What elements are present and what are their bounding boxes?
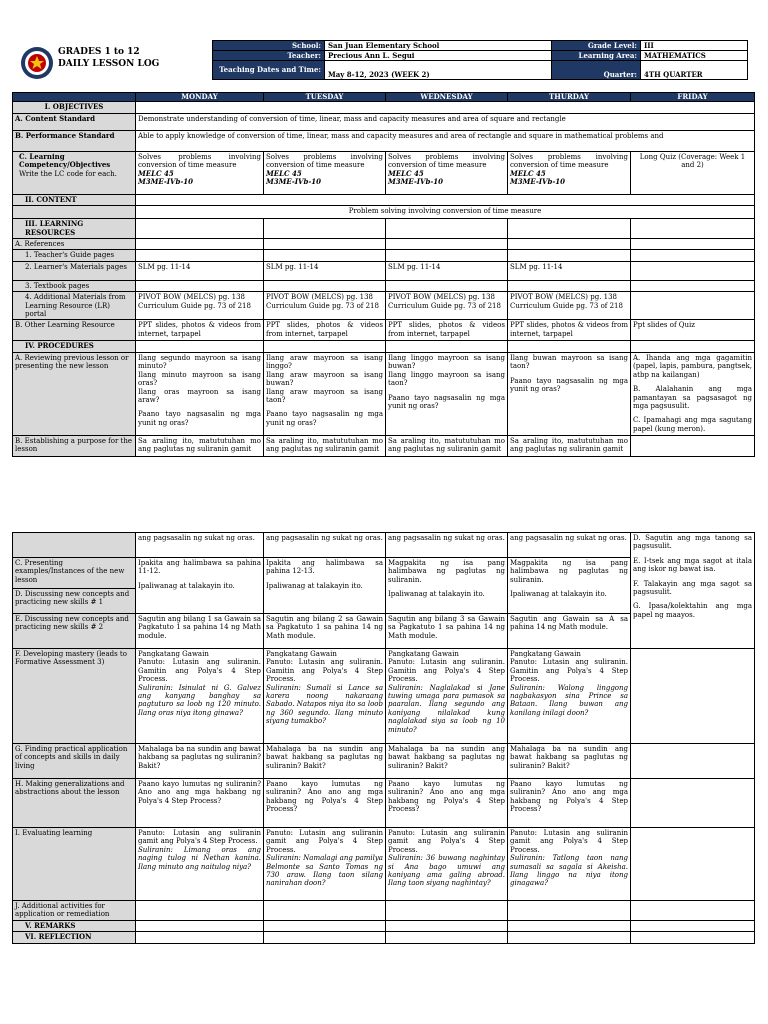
blank-cell — [264, 932, 386, 943]
example-text: Magpakita ng isa pang halimbawa ng paglutas ng suliranin. — [510, 559, 628, 584]
discuss-text: Ipaliwanag at talakayin ito. — [510, 590, 607, 599]
instruction: Panuto: Lutasin ang suliranin gamit ang Polya's 4 Step Process. — [388, 829, 505, 854]
presenting-monday — [136, 558, 264, 614]
purpose-thursday: Sa araling ito, matututuhan mo ang paglutas ng suliranin gamit — [508, 435, 631, 456]
blank-cell — [386, 920, 508, 931]
mastery-thursday — [508, 649, 631, 744]
lc-text: Solves problems involving conversion of time measure — [266, 152, 383, 170]
other-wednesday: PPT slides, photos & videos from internet, tarpapel — [386, 320, 508, 341]
school-label: School: — [213, 41, 325, 51]
am-tuesday: PIVOT BOW (MELCS) pg. 138 Curriculum Guide pg. 73 of 218 — [264, 292, 386, 320]
blank-cell — [136, 239, 264, 250]
blank-cell — [631, 435, 755, 456]
problem: Suliranin: Naglalakad si Jane tuwing umaga para pumasok sa paaralan. Ilang segundo ang kaniyang nilalakad kung naglalakad siya sa loob ng 10 minuto? — [388, 683, 505, 734]
generalization-wednesday: Paano kayo lumutas ng suliranin? Ano ano ang mga hakbang ng Polya's 4 Step Process? — [386, 779, 508, 828]
blank-cell — [136, 219, 264, 239]
title-dll: DAILY LESSON LOG — [58, 59, 160, 69]
lc-melc: MELC 45 — [510, 168, 546, 178]
content-text: Problem solving involving conversion of time measure — [136, 206, 755, 219]
lc-label-cell — [13, 151, 136, 194]
group-head: Pangkatang Gawain — [266, 650, 337, 658]
review-q: Ilang linggo mayroon sa isang buwan? — [388, 353, 505, 371]
other-tuesday: PPT slides, photos & videos from internet, tarpapel — [264, 320, 386, 341]
discuss-text: Ipaliwanag at talakayin ito. — [388, 590, 485, 599]
blank-cell — [508, 932, 631, 943]
blank-cell — [264, 341, 386, 352]
purpose-label: B. Establishing a purpose for the lesson — [13, 435, 136, 456]
lc-thursday — [508, 151, 631, 194]
blank-cell — [631, 292, 755, 320]
example-text: Ipakita ang halimbawa sa pahina 12-13. — [266, 559, 383, 576]
problem: Suliranin: 36 buwang naghintay si Ana bago umuwi ang kaniyang ama galing abroad. Ilang taon siyang naghintay? — [388, 854, 505, 888]
lm-thursday: SLM pg. 11-14 — [508, 261, 631, 280]
blank-cell — [631, 744, 755, 779]
content-label: II. CONTENT — [13, 194, 136, 205]
evaluating-monday — [136, 828, 264, 901]
review-q: Paano tayo nagsasalin ng mga yunit ng oras? — [138, 410, 261, 427]
other-resource-label: B. Other Learning Resource — [13, 320, 136, 341]
lc-text: Solves problems involving conversion of time measure — [138, 152, 261, 170]
evaluating-tuesday — [264, 828, 386, 901]
review-q: Ilang araw mayroon sa isang linggo? — [266, 353, 383, 371]
lm-tuesday: SLM pg. 11-14 — [264, 261, 386, 280]
blank-cell — [508, 341, 631, 352]
teacher-value: Precious Ann L. Segui — [325, 51, 552, 61]
blank-cell — [631, 219, 755, 239]
lc-text: Solves problems involving conversion of time measure — [388, 152, 505, 170]
objectives-blank — [136, 102, 755, 113]
lc-monday — [136, 151, 264, 194]
blank-cell — [631, 341, 755, 352]
blank-cell — [386, 239, 508, 250]
review-q: Ilang buwan mayroon sa isang taon? — [510, 353, 628, 371]
corner-cell — [13, 93, 136, 102]
day-friday: FRIDAY — [631, 93, 755, 102]
instruction: Panuto: Lutasin ang suliranin. Gamitin ang Polya's 4 Step Process. — [266, 658, 383, 684]
presenting-wednesday — [386, 558, 508, 614]
quiz-step: F. Talakayin ang mga sagot sa pagsusulit. — [633, 579, 752, 597]
lc-code: M3ME-IVb-10 — [266, 177, 321, 187]
blank-cell — [136, 920, 264, 931]
example-text: Ipakita ang halimbawa sa pahina 11-12. — [138, 559, 261, 576]
discussing-1-label: D. Discussing new concepts and practicing new skills # 1 — [13, 589, 136, 614]
header-info-table — [212, 40, 748, 80]
review-thursday — [508, 352, 631, 435]
blank-cell — [631, 280, 755, 291]
blank-cell — [508, 239, 631, 250]
group-head: Pangkatang Gawain — [510, 650, 581, 658]
review-tuesday — [264, 352, 386, 435]
blank-cell — [631, 901, 755, 921]
mastery-tuesday — [264, 649, 386, 744]
problem: Suliranin: Limang oras ang naging tulog ni Nethan kanina. Ilang minuto ang naitulog niya? — [138, 845, 261, 871]
review-monday — [136, 352, 264, 435]
lm-wednesday: SLM pg. 11-14 — [386, 261, 508, 280]
blank-cell — [264, 901, 386, 921]
blank-cell — [386, 341, 508, 352]
lc-code: M3ME-IVb-10 — [138, 177, 193, 187]
blank-cell — [264, 239, 386, 250]
quiz-step: D. Sagutin ang mga tanong sa pagsusulit. — [633, 534, 752, 551]
quiz-step: G. Ipasa/kolektahin ang mga papel ng maayos. — [633, 602, 752, 619]
lesson-grid-part2 — [12, 532, 755, 944]
review-q: Ilang minuto mayroon sa isang oras? — [138, 370, 261, 388]
lc-tuesday — [264, 151, 386, 194]
references-label: A. References — [13, 239, 136, 250]
instruction: Panuto: Lutasin ang suliranin. Gamitin ang Polya's 4 Step Process. — [138, 658, 261, 684]
practice-wednesday: Sagutin ang bilang 3 sa Gawain sa Pagkatuto 1 sa pahina 14 ng Math module. — [386, 614, 508, 649]
am-wednesday: PIVOT BOW (MELCS) pg. 138 Curriculum Guide pg. 73 of 218 — [386, 292, 508, 320]
quiz-steps-friday — [631, 533, 755, 649]
purpose-tuesday: Sa araling ito, matututuhan mo ang paglutas ng suliranin gamit — [264, 435, 386, 456]
blank-cell — [136, 250, 264, 261]
grade-label: Grade Level: — [552, 41, 641, 51]
grade-value: III — [641, 41, 748, 51]
purpose-wednesday: Sa araling ito, matututuhan mo ang paglutas ng suliranin gamit — [386, 435, 508, 456]
mastery-monday — [136, 649, 264, 744]
other-thursday: PPT slides, photos & videos from internet, tarpapel — [508, 320, 631, 341]
blank-cell — [631, 239, 755, 250]
lc-label: C. Learning Competency/Objectives — [19, 151, 111, 170]
blank-cell — [386, 932, 508, 943]
instruction: Panuto: Lutasin ang suliranin gamit ang Polya's 4 Step Process. — [138, 829, 261, 846]
lm-label: 2. Learner's Materials pages — [13, 261, 136, 280]
discuss-text: Ipaliwanag at talakayin ito. — [266, 581, 363, 590]
lc-melc: MELC 45 — [388, 168, 424, 178]
blank-cell — [136, 280, 264, 291]
content-standard-label: A. Content Standard — [13, 113, 136, 130]
application-label: G. Finding practical application of concepts and skills in daily living — [13, 744, 136, 779]
practice-monday: Sagutin ang bilang 1 sa Gawain sa Pagkatuto 1 sa pahina 14 ng Math module. — [136, 614, 264, 649]
purpose-cont-thursday: ang pagsasalin ng sukat ng oras. — [508, 533, 631, 558]
presenting-tuesday — [264, 558, 386, 614]
problem: Suliranin: Walong linggong nagbakasyon sina Prince sa Bataan. Ilang buwan ang kanilang inilagi doon? — [510, 683, 628, 717]
review-q: Paano tayo nagsasalin ng mga yunit ng oras? — [510, 376, 628, 394]
blank-cell — [386, 901, 508, 921]
purpose-monday: Sa araling ito, matututuhan mo ang paglutas ng suliranin gamit — [136, 435, 264, 456]
blank-cell — [631, 932, 755, 943]
generalization-label: H. Making generalizations and abstractions about the lesson — [13, 779, 136, 828]
blank-cell — [264, 920, 386, 931]
blank-cell — [264, 280, 386, 291]
blank-cell — [264, 219, 386, 239]
problem: Suliranin: Namalagi ang pamilya Belmonte sa Santo Tomas ng 730 araw. Ilang taon silang nanirahan doon? — [266, 854, 383, 888]
review-wednesday — [386, 352, 508, 435]
presenting-thursday — [508, 558, 631, 614]
blank-cell — [631, 779, 755, 828]
instruction: Panuto: Lutasin ang suliranin gamit ang Polya's 4 Step Process. — [266, 829, 383, 854]
dates-label: Teaching Dates and Time: — [213, 61, 325, 80]
instruction: Panuto: Lutasin ang suliranin. Gamitin ang Polya's 4 Step Process. — [510, 658, 628, 684]
lm-monday: SLM pg. 11-14 — [136, 261, 264, 280]
blank-cell — [508, 901, 631, 921]
quarter-value: 4TH QUARTER — [641, 61, 748, 80]
mastery-label: F. Developing mastery (leads to Formative Assessment 3) — [13, 649, 136, 744]
instruction: Panuto: Lutasin ang suliranin gamit ang Polya's 4 Step Process. — [510, 829, 628, 854]
day-tuesday: TUESDAY — [264, 93, 386, 102]
blank-cell — [264, 250, 386, 261]
application-wednesday: Mahalaga ba na sundin ang bawat hakbang sa paglutas ng suliranin? Bakit? — [386, 744, 508, 779]
day-wednesday: WEDNESDAY — [386, 93, 508, 102]
quiz-step: E. I-tsek ang mga sagot at itala ang iskor ng bawat isa. — [633, 556, 752, 574]
blank-cell — [386, 280, 508, 291]
review-q: Paano tayo nagsasalin ng mga yunit ng oras? — [388, 393, 505, 410]
evaluating-wednesday — [386, 828, 508, 901]
quarter-label: Quarter: — [552, 61, 641, 80]
other-friday: Ppt slides of Quiz — [631, 320, 755, 341]
resources-label: III. LEARNING RESOURCES — [13, 219, 136, 239]
review-q: Ilang linggo mayroon sa isang taon? — [388, 370, 505, 388]
blank-cell — [386, 219, 508, 239]
day-monday: MONDAY — [136, 93, 264, 102]
tg-label: 1. Teacher's Guide pages — [13, 250, 136, 261]
evaluating-thursday — [508, 828, 631, 901]
blank-cell — [508, 219, 631, 239]
area-label: Learning Area: — [552, 51, 641, 61]
lc-melc: MELC 45 — [138, 168, 174, 178]
discuss-text: Ipaliwanag at talakayin ito. — [138, 581, 235, 590]
mastery-wednesday — [386, 649, 508, 744]
purpose-cont-tuesday: ang pagsasalin ng sukat ng oras. — [264, 533, 386, 558]
practice-thursday: Sagutin ang Gawain sa A sa pahina 14 ng Math module. — [508, 614, 631, 649]
am-thursday: PIVOT BOW (MELCS) pg. 138 Curriculum Guide pg. 73 of 218 — [508, 292, 631, 320]
review-friday — [631, 352, 755, 435]
reflection-label: VI. REFLECTION — [13, 932, 136, 943]
lc-code: M3ME-IVb-10 — [388, 177, 443, 187]
application-monday: Mahalaga ba na sundin ang bawat hakbang sa paglutas ng suliranin? Bakit? — [136, 744, 264, 779]
additional-activities-label: J. Additional activities for application or remediation — [13, 901, 136, 921]
presenting-label: C. Presenting examples/Instances of the new lesson — [13, 558, 136, 589]
blank-cell — [631, 261, 755, 280]
lc-wednesday — [386, 151, 508, 194]
lc-code: M3ME-IVb-10 — [510, 177, 565, 187]
teacher-label: Teacher: — [213, 51, 325, 61]
tb-label: 3. Textbook pages — [13, 280, 136, 291]
application-tuesday: Mahalaga ba na sundin ang bawat hakbang sa paglutas ng suliranin? Bakit? — [264, 744, 386, 779]
performance-standard-label: B. Performance Standard — [13, 130, 136, 151]
lc-text: Solves problems involving conversion of time measure — [510, 152, 628, 170]
other-monday: PPT slides, photos & videos from internet, tarpapel — [136, 320, 264, 341]
day-thursday: THURDAY — [508, 93, 631, 102]
lc-note: Write the LC code for each. — [19, 169, 117, 178]
lesson-grid-part1 — [12, 92, 755, 457]
blank-cell — [631, 250, 755, 261]
blank-cell — [136, 341, 264, 352]
example-text: Magpakita ng isa pang halimbawa ng paglutas ng suliranin. — [388, 559, 505, 584]
school-value: San Juan Elementary School — [325, 41, 552, 51]
blank-cell — [508, 920, 631, 931]
procedures-label: IV. PROCEDURES — [13, 341, 136, 352]
generalization-monday: Paano kayo lumutas ng suliranin? Ano ano ang mga hakbang ng Polya's 4 Step Process? — [136, 779, 264, 828]
review-q: Paano tayo nagsasalin ng mga yunit ng oras? — [266, 410, 383, 427]
content-standard-text: Demonstrate understanding of conversion of time, linear, mass and capacity measures and area of square and rectangle — [136, 113, 755, 130]
blank-cell — [508, 280, 631, 291]
quiz-step: A. Ihanda ang mga gagamitin (papel, lapis, pambura, pangtsek, atbp na kailangan) — [633, 353, 752, 379]
content-blank — [136, 194, 755, 205]
blank-cell — [508, 250, 631, 261]
content-blank-label — [13, 206, 136, 219]
log-title — [58, 46, 159, 70]
quiz-step: C. Ipamahagi ang mga sagutang papel (kung meron). — [633, 416, 752, 433]
review-label: A. Reviewing previous lesson or presenting the new lesson — [13, 352, 136, 435]
review-q: Ilang araw mayroon sa isang taon? — [266, 387, 383, 404]
purpose-cont-wednesday: ang pagsasalin ng sukat ng oras. — [386, 533, 508, 558]
lc-friday: Long Quiz (Coverage: Week 1 and 2) — [631, 151, 755, 194]
purpose-continued-label — [13, 533, 136, 558]
generalization-thursday: Paano kayo lumutas ng suliranin? Ano ano ang mga hakbang ng Polya's 4 Step Process? — [508, 779, 631, 828]
blank-cell — [136, 901, 264, 921]
instruction: Panuto: Lutasin ang suliranin. Gamitin ang Polya's 4 Step Process. — [388, 658, 505, 684]
blank-cell — [136, 932, 264, 943]
evaluating-label: I. Evaluating learning — [13, 828, 136, 901]
am-monday: PIVOT BOW (MELCS) pg. 138 Curriculum Guide pg. 73 of 218 — [136, 292, 264, 320]
review-q: Ilang araw mayroon sa isang buwan? — [266, 370, 383, 388]
problem: Suliranin: Tatlong taon nang sumasali sa sagala si Akeisha. Ilang linggo na niya itong ginagawa? — [510, 854, 628, 888]
blank-cell — [631, 649, 755, 744]
review-q: Ilang oras mayroon sa isang araw? — [138, 387, 261, 404]
page-two — [0, 528, 768, 1024]
blank-cell — [631, 828, 755, 901]
group-head: Pangkatang Gawain — [388, 650, 459, 658]
remarks-label: V. REMARKS — [13, 920, 136, 931]
title-grades: GRADES 1 to 12 — [58, 47, 140, 57]
blank-cell — [386, 250, 508, 261]
dates-value: May 8-12, 2023 (WEEK 2) — [325, 61, 552, 80]
performance-standard-text: Able to apply knowledge of conversion of time, linear, mass and capacity measures and area of rectangle and square in mathematical problems and — [136, 130, 755, 151]
page-one — [0, 0, 768, 470]
objectives-heading: I. OBJECTIVES — [13, 102, 136, 113]
lesson-log-header — [12, 40, 754, 88]
lc-melc: MELC 45 — [266, 168, 302, 178]
group-head: Pangkatang Gawain — [138, 650, 209, 658]
day-header-row — [13, 93, 755, 102]
quiz-step: B. Alalahanin ang mga pamantayan sa pagsasagot ng mga pagsusulit. — [633, 385, 752, 410]
practice-tuesday: Sagutin ang bilang 2 sa Gawain sa Pagkatuto 1 sa pahina 14 ng Math module. — [264, 614, 386, 649]
problem: Suliranin: Isinulat ni G. Galvez ang kanyang banghay sa pagtuturo sa loob ng 120 minuto. Ilang oras niya itong ginawa? — [138, 683, 261, 717]
area-value: MATHEMATICS — [641, 51, 748, 61]
discussing-2-label: E. Discussing new concepts and practicing new skills # 2 — [13, 614, 136, 649]
generalization-tuesday: Paano kayo lumutas ng suliranin? Ano ano ang mga hakbang ng Polya's 4 Step Process? — [264, 779, 386, 828]
purpose-cont-monday: ang pagsasalin ng sukat ng oras. — [136, 533, 264, 558]
review-q: Ilang segundo mayroon sa isang minuto? — [138, 353, 261, 371]
problem: Suliranin: Sumali si Lance sa karera noong nakaraang Sabado. Natapos niya ito sa loob ng 360 segundo. Ilang minuto siyang tumakbo? — [266, 683, 383, 726]
am-label: 4. Additional Materials from Learning Resource (LR) portal — [13, 292, 136, 320]
application-thursday: Mahalaga ba na sundin ang bawat hakbang sa paglutas ng suliranin? Bakit? — [508, 744, 631, 779]
blank-cell — [631, 920, 755, 931]
deped-seal-icon — [20, 46, 54, 80]
